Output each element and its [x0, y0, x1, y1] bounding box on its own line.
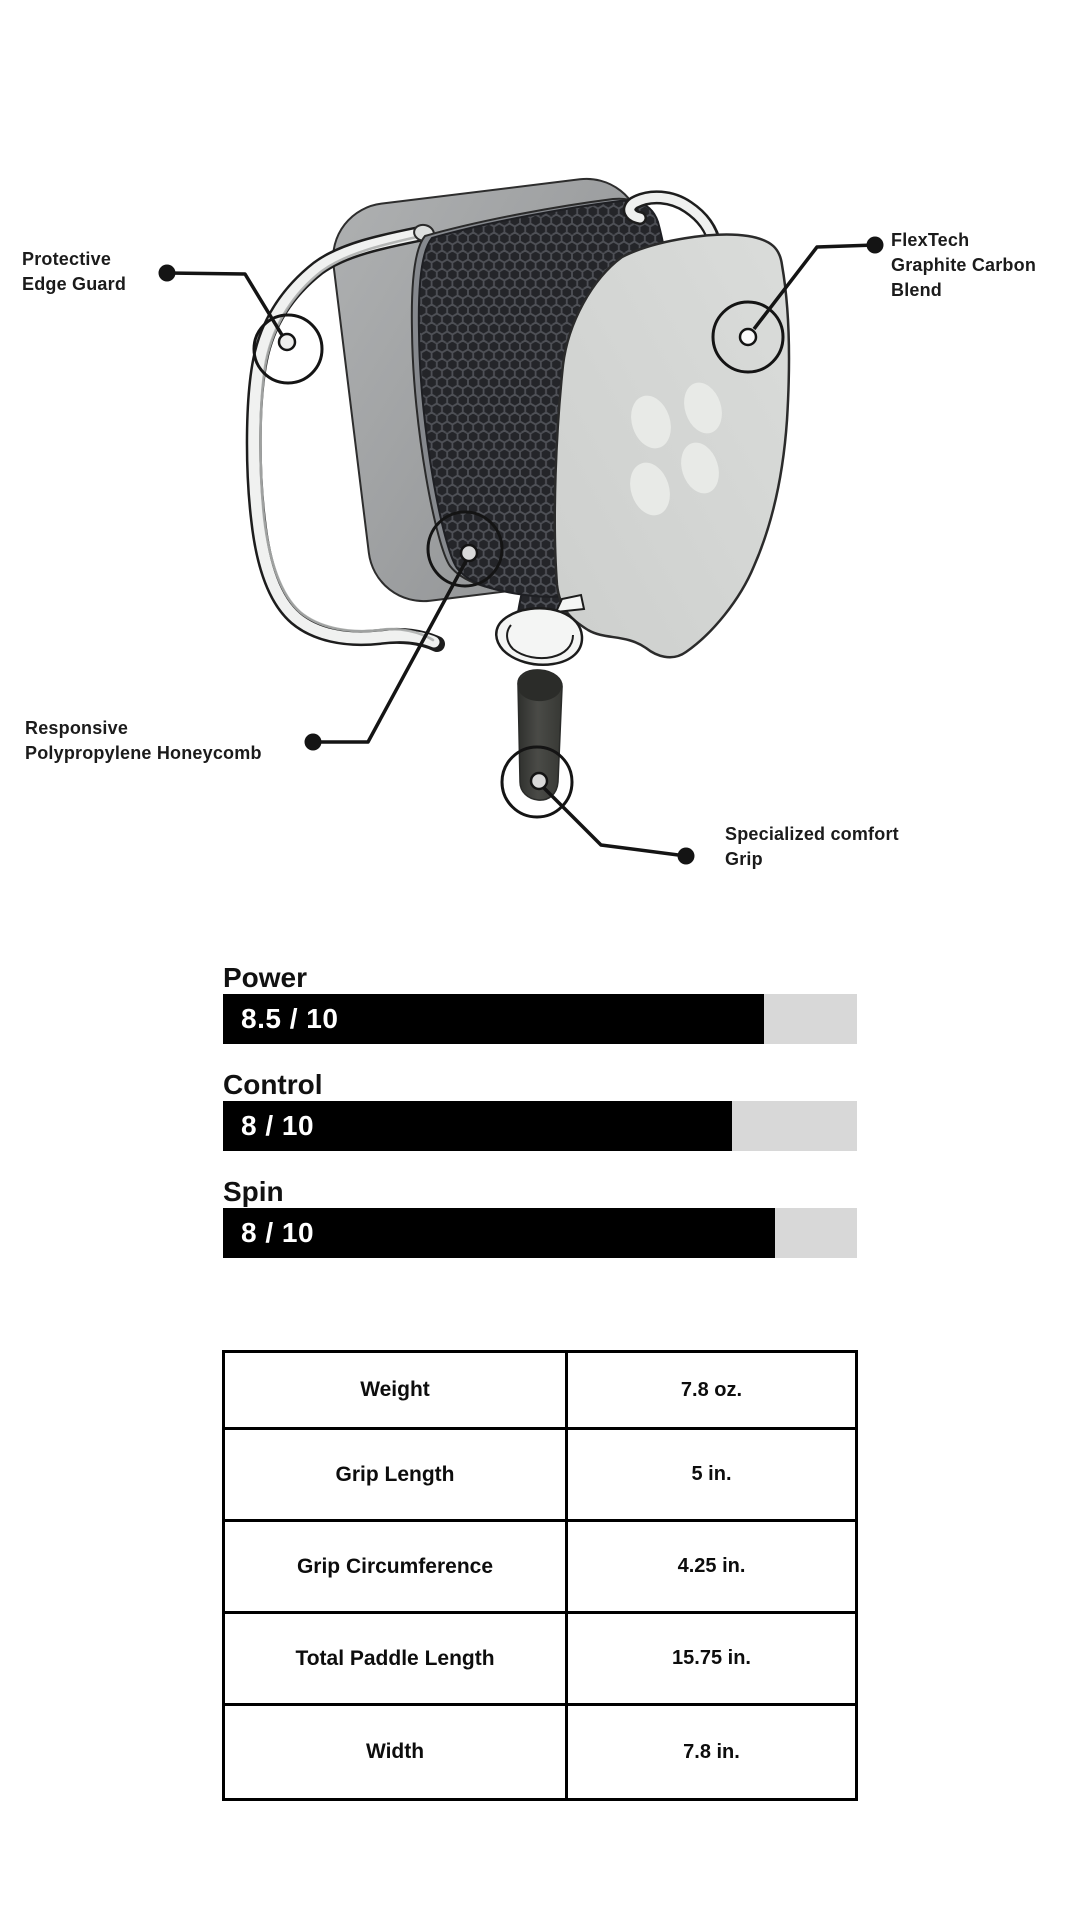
- label-line: Blend: [891, 280, 943, 300]
- spec-value-cell: 7.8 oz.: [680, 1378, 743, 1401]
- label-line: Polypropylene Honeycomb: [25, 743, 262, 763]
- specs-table: [222, 1350, 858, 1801]
- label-line: Graphite Carbon: [891, 255, 1037, 275]
- table-row: [225, 1353, 855, 1430]
- label-protective-edge-guard: [22, 247, 126, 297]
- label-polypropylene-core: [25, 716, 262, 766]
- label-line: Protective: [22, 249, 112, 269]
- spec-value-cell: 4.25 in.: [677, 1555, 746, 1577]
- rating-power: [223, 962, 857, 1044]
- callout-ring-grip: [531, 773, 547, 789]
- rating-bar-track: [223, 1101, 857, 1151]
- label-line: Specialized comfort: [725, 824, 899, 844]
- table-row: [225, 1614, 855, 1706]
- spec-value-cell: 7.8 in.: [683, 1740, 740, 1763]
- spec-label-cell: Weight: [225, 1353, 568, 1427]
- rating-bar-fill: [223, 994, 764, 1044]
- rating-value: 8 / 10: [241, 1217, 315, 1248]
- table-row: [225, 1430, 855, 1522]
- rating-label: Control: [223, 1069, 323, 1100]
- label-flextech-face: [891, 228, 1036, 303]
- rating-value: 8.5 / 10: [241, 1003, 339, 1034]
- callout-ring-core: [461, 545, 477, 561]
- rating-label: Spin: [223, 1176, 284, 1207]
- rating-spin: [223, 1176, 857, 1258]
- rating-bar-fill: [223, 1101, 732, 1151]
- ratings-bars: [223, 962, 857, 1283]
- callout-ring-face: [740, 329, 756, 345]
- rating-label: Power: [223, 962, 308, 993]
- table-row: [225, 1706, 855, 1798]
- rating-bar-track: [223, 994, 857, 1044]
- label-line: Responsive: [25, 718, 129, 738]
- spec-label-cell: Width: [225, 1706, 568, 1798]
- label-line: FlexTech: [891, 230, 970, 250]
- spec-value-cell: 15.75 in.: [672, 1647, 751, 1669]
- exploded-paddle-diagram: [0, 0, 1080, 950]
- rating-bar-track: [223, 1208, 857, 1258]
- rating-control: [223, 1069, 857, 1151]
- callout-ring-edge-guard: [279, 334, 295, 350]
- table-row: [225, 1522, 855, 1614]
- label-comfort-grip: [725, 822, 899, 872]
- label-line: Edge Guard: [22, 274, 127, 294]
- label-line: Grip: [725, 849, 763, 869]
- spec-label-cell: Grip Circumference: [225, 1522, 568, 1611]
- spec-value-cell: 5 in.: [691, 1463, 732, 1485]
- rating-value: 8 / 10: [241, 1110, 315, 1141]
- rating-bar-fill: [223, 1208, 775, 1258]
- leader-line-grip: [544, 788, 686, 856]
- spec-label-cell: Grip Length: [225, 1430, 568, 1519]
- front-face-panel: [555, 235, 789, 658]
- spec-label-cell: Total Paddle Length: [225, 1614, 568, 1703]
- paddle-exploded-art: [0, 0, 1080, 950]
